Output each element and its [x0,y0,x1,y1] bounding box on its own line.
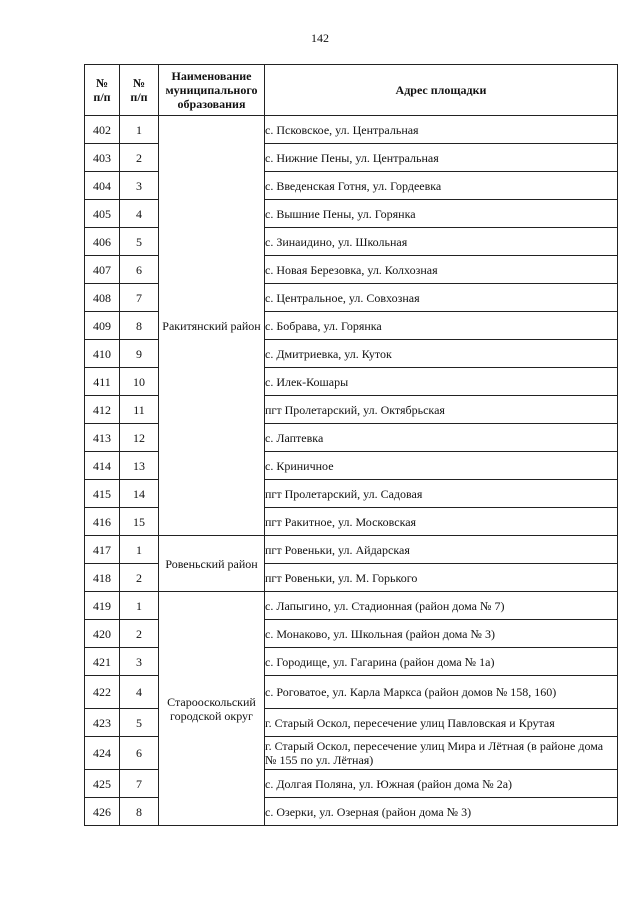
row-sub-number: 1 [120,592,159,620]
site-address: с. Монаково, ул. Школьная (район дома № 3) [265,620,618,648]
header-col-address: Адрес площадки [265,65,618,116]
row-number: 404 [85,172,120,200]
row-sub-number: 12 [120,424,159,452]
sites-table [84,64,618,826]
row-sub-number: 7 [120,284,159,312]
row-sub-number: 8 [120,312,159,340]
row-sub-number: 7 [120,770,159,798]
site-address: с. Новая Березовка, ул. Колхозная [265,256,618,284]
row-number: 406 [85,228,120,256]
site-address: с. Илек-Кошары [265,368,618,396]
row-sub-number: 4 [120,676,159,709]
row-sub-number: 5 [120,228,159,256]
site-address: пгт Ровеньки, ул. М. Горького [265,564,618,592]
site-address: с. Бобрава, ул. Горянка [265,312,618,340]
row-number: 409 [85,312,120,340]
row-number: 413 [85,424,120,452]
row-sub-number: 15 [120,508,159,536]
row-sub-number: 8 [120,798,159,826]
row-number: 418 [85,564,120,592]
row-number: 403 [85,144,120,172]
table-row [85,536,618,564]
row-number: 421 [85,648,120,676]
row-sub-number: 10 [120,368,159,396]
table-row [85,116,618,144]
site-address: с. Центральное, ул. Совхозная [265,284,618,312]
row-number: 425 [85,770,120,798]
row-number: 419 [85,592,120,620]
row-sub-number: 9 [120,340,159,368]
site-address: с. Введенская Готня, ул. Гордеевка [265,172,618,200]
row-sub-number: 5 [120,709,159,737]
row-number: 402 [85,116,120,144]
municipality-name: Ракитянский район [159,116,265,536]
row-sub-number: 3 [120,172,159,200]
site-address: пгт Ракитное, ул. Московская [265,508,618,536]
row-number: 408 [85,284,120,312]
site-address: с. Озерки, ул. Озерная (район дома № 3) [265,798,618,826]
site-address: г. Старый Оскол, пересечение улиц Мира и Лётная (в районе дома № 155 по ул. Лётная) [265,737,618,770]
row-number: 426 [85,798,120,826]
row-number: 423 [85,709,120,737]
row-number: 405 [85,200,120,228]
page-number: 142 [311,31,329,45]
site-address: г. Старый Оскол, пересечение улиц Павловская и Крутая [265,709,618,737]
row-sub-number: 2 [120,144,159,172]
site-address: с. Криничное [265,452,618,480]
row-number: 424 [85,737,120,770]
site-address: с. Городище, ул. Гагарина (район дома № 1а) [265,648,618,676]
row-sub-number: 13 [120,452,159,480]
row-number: 422 [85,676,120,709]
site-address: с. Лаптевка [265,424,618,452]
row-number: 416 [85,508,120,536]
row-number: 420 [85,620,120,648]
row-sub-number: 1 [120,116,159,144]
header-col-municipality: Наименование муниципального образования [159,65,265,116]
row-number: 417 [85,536,120,564]
row-sub-number: 1 [120,536,159,564]
table-row [85,592,618,620]
site-address: с. Роговатое, ул. Карла Маркса (район домов № 158, 160) [265,676,618,709]
row-sub-number: 3 [120,648,159,676]
row-number: 412 [85,396,120,424]
row-number: 407 [85,256,120,284]
site-address: с. Зинаидино, ул. Школьная [265,228,618,256]
site-address: пгт Пролетарский, ул. Октябрьская [265,396,618,424]
site-address: с. Псковское, ул. Центральная [265,116,618,144]
header-row [85,65,618,116]
row-sub-number: 6 [120,737,159,770]
row-number: 411 [85,368,120,396]
row-number: 415 [85,480,120,508]
header-col-sub-number: № п/п [120,65,159,116]
municipality-name: Старооскольский городской округ [159,592,265,826]
row-sub-number: 4 [120,200,159,228]
row-sub-number: 2 [120,564,159,592]
row-number: 414 [85,452,120,480]
municipality-name: Ровеньский район [159,536,265,592]
row-sub-number: 6 [120,256,159,284]
header-col-number: № п/п [85,65,120,116]
row-sub-number: 11 [120,396,159,424]
site-address: пгт Ровеньки, ул. Айдарская [265,536,618,564]
site-address: с. Нижние Пены, ул. Центральная [265,144,618,172]
row-sub-number: 2 [120,620,159,648]
row-number: 410 [85,340,120,368]
site-address: с. Дмитриевка, ул. Куток [265,340,618,368]
row-sub-number: 14 [120,480,159,508]
site-address: с. Долгая Поляна, ул. Южная (район дома № 2а) [265,770,618,798]
site-address: с. Лапыгино, ул. Стадионная (район дома № 7) [265,592,618,620]
site-address: с. Вышние Пены, ул. Горянка [265,200,618,228]
site-address: пгт Пролетарский, ул. Садовая [265,480,618,508]
